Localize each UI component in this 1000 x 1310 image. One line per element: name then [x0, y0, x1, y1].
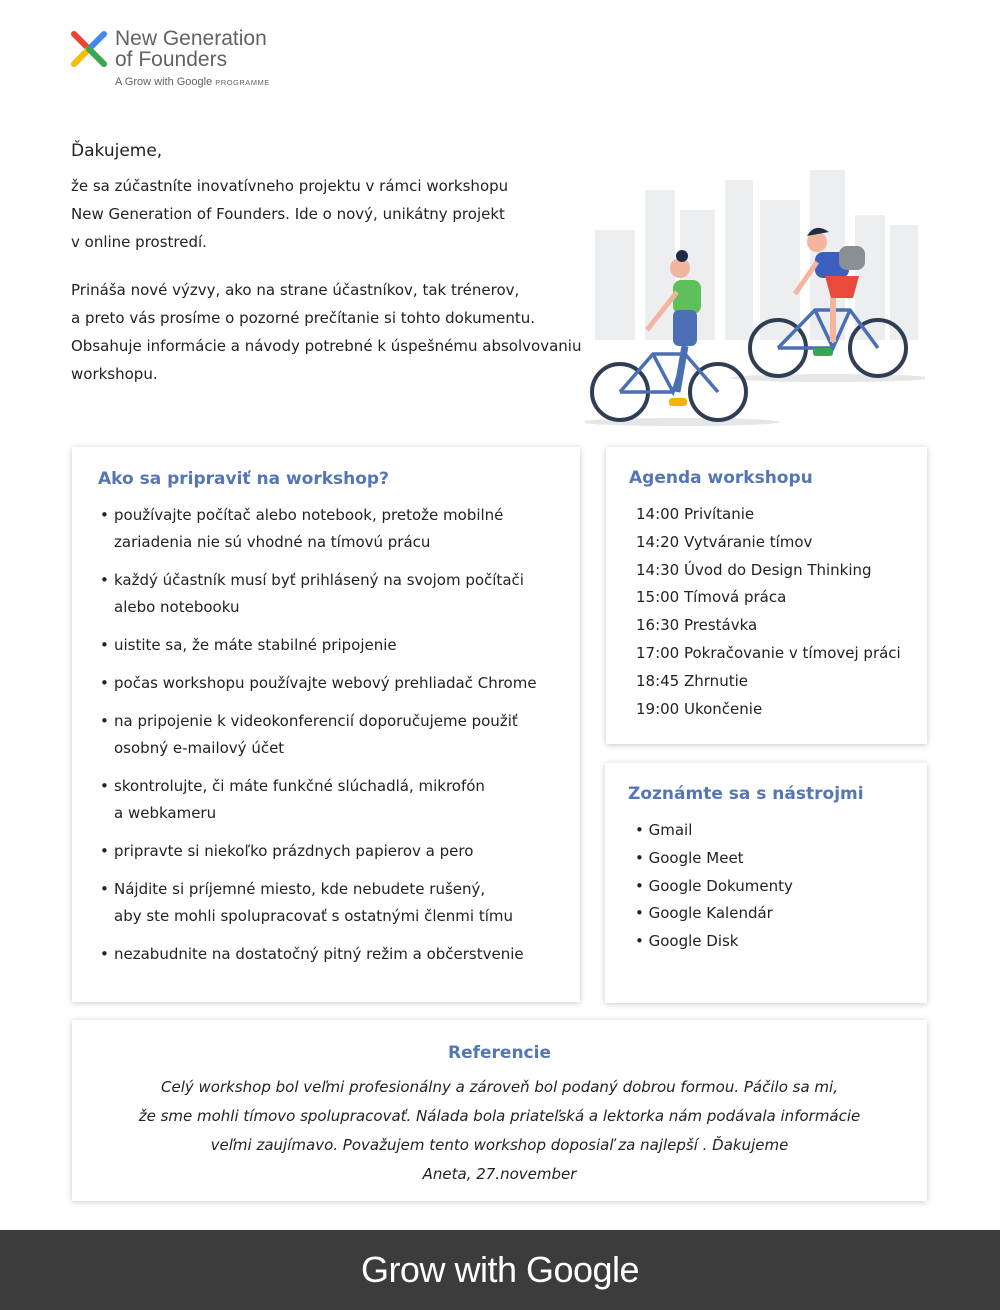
founders-logo-icon	[70, 30, 108, 68]
tools-list	[635, 817, 793, 956]
list-item-line: skontrolujte, či máte funkčné slúchadlá, mikrofón	[114, 777, 485, 795]
list-item: • skontrolujte, či máte funkčné slúchadlá, mikrofón a webkameru	[100, 777, 485, 822]
list-item: • pripravte si niekoľko prázdnych papierov a pero	[100, 842, 474, 860]
reference-card	[72, 1020, 927, 1201]
intro-paragraph-2	[71, 276, 631, 388]
prepare-card	[72, 447, 580, 1002]
agenda-list	[636, 501, 901, 723]
logo-tagline-prefix: A Grow with Google	[115, 76, 213, 88]
list-item-line: a webkameru	[114, 804, 217, 822]
agenda-item: 14:30 Úvod do Design Thinking	[636, 560, 872, 579]
logo-tagline	[115, 76, 270, 88]
prepare-list	[98, 502, 578, 979]
logo	[70, 28, 330, 98]
agenda-item: 15:00 Tímová práca	[636, 588, 787, 607]
agenda-item: 19:00 Ukončenie	[636, 699, 763, 718]
agenda-title: Agenda workshopu	[629, 468, 813, 488]
logo-line-1: New Generation	[115, 27, 267, 50]
list-item-line: pripravte si niekoľko prázdnych papierov a pero	[114, 842, 474, 860]
tool-item: • Google Kalendár	[635, 904, 773, 923]
agenda-item: 14:20 Vytváranie tímov	[636, 532, 813, 551]
list-item-line: aby ste mohli spolupracovať s ostatnými členmi tímu	[114, 907, 513, 925]
tool-item: • Google Disk	[635, 932, 739, 951]
list-item-line: osobný e-mailový účet	[114, 739, 285, 757]
agenda-item: 16:30 Prestávka	[636, 616, 758, 635]
prepare-title: Ako sa pripraviť na workshop?	[98, 469, 389, 489]
quote-line: veľmi zaujímavo. Považujem tento workshop doposiaľ za najlepší . Ďakujeme	[210, 1136, 789, 1154]
intro-paragraph-1	[71, 172, 631, 256]
tool-item: • Google Dokumenty	[635, 876, 793, 895]
list-item: • počas workshopu používajte webový prehliadač Chrome	[100, 674, 537, 692]
tools-title: Zoznámte sa s nástrojmi	[628, 784, 864, 804]
list-item-line: nezabudnite na dostatočný pitný režim a občerstvenie	[114, 945, 524, 963]
agenda-item: 18:45 Zhrnutie	[636, 671, 748, 690]
intro-line: že sa zúčastníte inovatívneho projektu v rámci workshopu	[71, 177, 509, 195]
logo-tagline-suffix: PROGRAMME	[215, 78, 270, 87]
reference-quote	[72, 1073, 927, 1189]
footer	[0, 1230, 1000, 1310]
tool-item: • Gmail	[635, 821, 693, 839]
list-item: • každý účastník musí byť prihlásený na svojom počítači alebo notebooku	[100, 571, 524, 616]
list-item: • Nájdite si príjemné miesto, kde nebudete rušený, aby ste mohli spolupracovať s ostatnými členmi tímu	[100, 880, 513, 925]
tool-item: • Google Meet	[635, 848, 744, 867]
logo-line-2: of Founders	[115, 48, 228, 71]
agenda-card	[606, 447, 927, 744]
intro-line: v online prostredí.	[71, 233, 207, 251]
list-item-line: počas workshopu používajte webový prehliadač Chrome	[114, 674, 537, 692]
agenda-item: 14:00 Privítanie	[636, 505, 755, 523]
quote-author: Aneta, 27.november	[422, 1165, 577, 1183]
agenda-item: 17:00 Pokračovanie v tímovej práci	[636, 643, 901, 662]
list-item: • na pripojenie k videokonferencií doporučujeme použiť osobný e-mailový účet	[100, 712, 518, 757]
tools-card	[605, 763, 927, 1003]
list-item-line: uistite sa, že máte stabilné pripojenie	[114, 636, 397, 654]
intro-line: Obsahuje informácie a návody potrebné k úspešnému absolvovaniu	[71, 337, 582, 355]
greeting: Ďakujeme,	[71, 141, 163, 161]
intro-line: workshopu.	[71, 365, 158, 383]
footer-logo-text: Grow with Google	[360, 1249, 640, 1290]
list-item-line: zariadenia nie sú vhodné na tímovú prácu	[114, 533, 431, 551]
list-item-line: Nájdite si príjemné miesto, kde nebudete rušený,	[114, 880, 486, 898]
list-item-line: používajte počítač alebo notebook, pretože mobilné	[114, 506, 504, 524]
intro-line: Prináša nové výzvy, ako na strane účastníkov, tak trénerov,	[71, 281, 520, 299]
list-item-line: na pripojenie k videokonferencií doporučujeme použiť	[114, 712, 518, 730]
quote-line: že sme mohli tímovo spolupracovať. Nálada bola priateľská a lektorka nám podávala informácie	[138, 1107, 861, 1125]
list-item-line: alebo notebooku	[114, 598, 240, 616]
reference-title: Referencie	[448, 1043, 551, 1063]
list-item: • nezabudnite na dostatočný pitný režim a občerstvenie	[100, 945, 524, 963]
list-item-line: každý účastník musí byť prihlásený na svojom počítači	[114, 571, 524, 589]
quote-line: Celý workshop bol veľmi profesionálny a zároveň bol podaný dobrou formou. Páčilo sa mi,	[161, 1078, 838, 1096]
intro-line: a preto vás prosíme o pozorné prečítanie si tohto dokumentu.	[71, 309, 536, 327]
intro	[71, 140, 631, 388]
intro-line: New Generation of Founders. Ide o nový, unikátny projekt	[71, 205, 505, 223]
list-item: • uistite sa, že máte stabilné pripojenie	[100, 636, 397, 654]
cyclists-illustration	[585, 170, 925, 430]
list-item: • používajte počítač alebo notebook, pretože mobilné zariadenia nie sú vhodné na tímovú prácu	[100, 506, 504, 551]
